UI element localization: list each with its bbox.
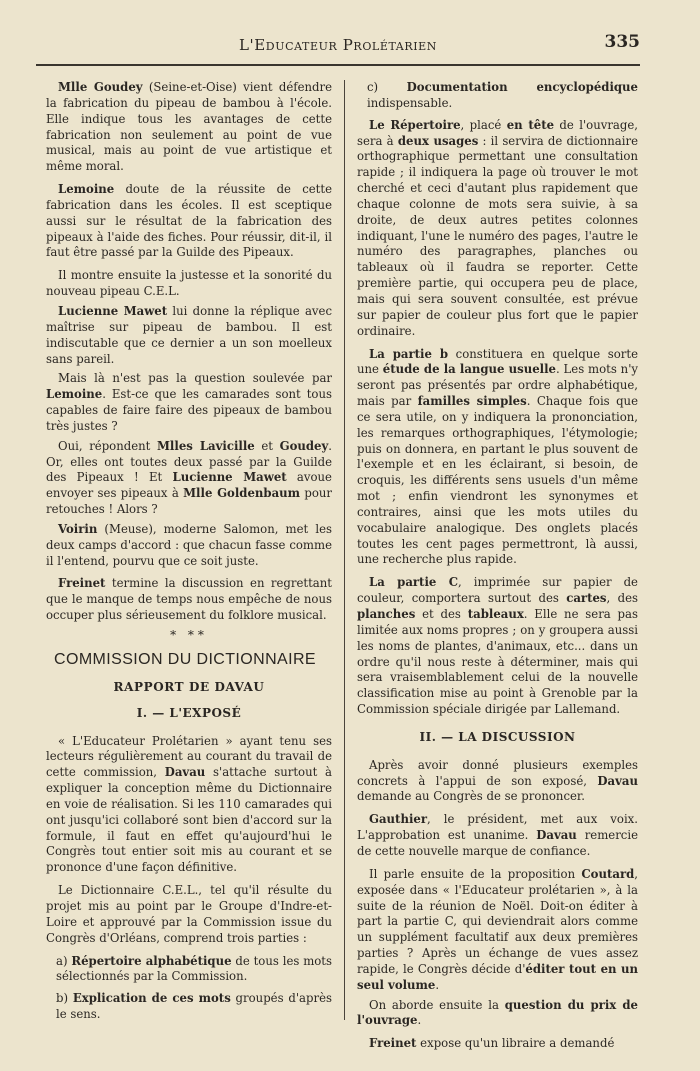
term: question du prix de l'ouvrage xyxy=(357,997,638,1028)
running-header xyxy=(36,30,640,66)
part-heading: II. — LA DISCUSSION xyxy=(419,729,576,744)
section-separator-stars: * ** xyxy=(170,628,208,642)
paragraph-text: termine la discussion en regrettant que le manque de temps nous empêche de nous occuper plus sérieusement du folklore musical. xyxy=(46,576,332,623)
paragraph-text: « L'Educateur Prolétarien » ayant tenu ses lecteurs régulièrement au courant du travail de cette commission, xyxy=(46,733,332,780)
term: cartes xyxy=(566,591,607,606)
paragraph-text: constituera en quelque sorte une xyxy=(357,346,638,377)
paragraph-text: de l'ouvrage, sera à xyxy=(357,117,638,148)
paragraph-text: avoue envoyer ses pipeaux à xyxy=(46,470,332,501)
speaker-name: Lemoine xyxy=(58,182,115,197)
term: Documentation encyclopédique xyxy=(406,80,638,94)
speaker-name: Coutard xyxy=(581,866,635,881)
speaker-name: Freinet xyxy=(58,576,106,591)
report-title: RAPPORT DE DAVAU xyxy=(113,679,265,694)
paragraph-text: . xyxy=(435,977,440,992)
term: deux usages xyxy=(397,133,479,148)
paragraph-text: de tous les mots sélectionnés par la Commission. xyxy=(56,953,333,984)
paragraph-text: Oui, répondent xyxy=(58,438,157,453)
paragraph-text: demande au Congrès de se prononcer. xyxy=(357,789,585,804)
paragraph-text: , placé xyxy=(460,117,507,132)
paragraph-text: Après avoir donné plusieurs exemples concrets à l'appui de son exposé, xyxy=(357,757,638,788)
paragraph xyxy=(357,867,638,994)
speaker-name: Davau xyxy=(597,773,638,788)
paragraph xyxy=(357,812,638,860)
paragraph-text: (Seine-et-Oise) vient défendre la fabrication du pipeau de bambou à l'école. Elle indique tous les avantages de cette fabrication non seulement au point de vue musical, mais au point de vue artistique et même moral. xyxy=(46,80,332,174)
list-marker: a) xyxy=(56,953,72,968)
paragraph-text: lui donne la réplique avec maîtrise sur pipeau de bambou. Il est indiscutable que ce dernier a un son moelleux sans pareil. xyxy=(46,303,332,366)
column-divider xyxy=(344,80,345,1020)
term: étude de la langue usuelle xyxy=(382,362,556,377)
paragraph xyxy=(357,1036,638,1052)
term: La partie C xyxy=(369,575,458,590)
term: Explication de ces mots xyxy=(72,991,231,1006)
speaker-name: Freinet xyxy=(369,1036,417,1051)
paragraph-text: On aborde ensuite la xyxy=(369,997,505,1012)
paragraph xyxy=(46,182,332,261)
speaker-name: Mlle Goldenbaum xyxy=(183,486,301,501)
paragraph xyxy=(46,734,332,877)
term: La partie b xyxy=(369,346,449,361)
list-item xyxy=(357,80,638,112)
term: Le Répertoire xyxy=(369,117,461,132)
section-title: COMMISSION DU DICTIONNAIRE xyxy=(54,651,316,668)
paragraph: Il montre ensuite la justesse et la sonorité du nouveau pipeau C.E.L. xyxy=(46,268,332,299)
paragraph xyxy=(357,118,638,340)
paragraph xyxy=(46,80,332,175)
paragraph-text: pour retouches ! Alors ? xyxy=(46,486,332,517)
paragraph xyxy=(46,522,332,570)
page-number: 335 xyxy=(604,32,640,52)
paragraph xyxy=(46,371,332,434)
term: éditer tout en un seul volume xyxy=(357,961,638,992)
paragraph-text: , le président, met aux voix. L'approbation est unanime. xyxy=(357,812,638,843)
journal-title: L'Educateur Prolétarien xyxy=(238,36,438,54)
paragraph-text: groupés d'après le sens. xyxy=(56,991,332,1022)
speaker-name: Lucienne Mawet xyxy=(58,303,168,318)
speaker-name: Lucienne Mawet xyxy=(172,470,287,485)
paragraph-text: . Est-ce que les camarades sont tous capables de faire faire des pipeaux de bambou très justes ? xyxy=(46,387,332,433)
speaker-name: Mlles Lavicille xyxy=(157,438,255,453)
paragraph-text: remercie de cette nouvelle marque de confiance. xyxy=(357,828,638,858)
term: tableaux xyxy=(467,607,524,621)
paragraph-text: . Elle ne sera pas limitée aux noms propres ; on y groupera aussi les noms de plantes, d'animaux, etc... dans un ordre qu'il nous reste à déterminer, mais qui sera vraisemblablement celui de la nouvelle classification mise au point à Grenoble par la Commission spéciale dirigée par Lallemand. xyxy=(357,607,638,717)
paragraph xyxy=(357,347,638,569)
term: familles simples xyxy=(417,394,527,409)
term: en tête xyxy=(506,117,555,132)
speaker-name: Davau xyxy=(164,765,206,780)
paragraph xyxy=(357,758,638,806)
speaker-name: Goudey xyxy=(279,438,329,453)
paragraph-text: (Meuse), moderne Salomon, met les deux camps d'accord : que chacun fasse comme il l'entend, pourvu que ce soit juste. xyxy=(46,521,332,568)
paragraph-text: et xyxy=(254,438,280,453)
list-marker: c) xyxy=(367,80,407,94)
left-column xyxy=(46,80,332,1029)
speaker-name: Gauthier xyxy=(369,812,427,827)
paragraph-text: . xyxy=(417,1013,422,1028)
list-marker: b) xyxy=(56,991,73,1006)
speaker-name: Lemoine xyxy=(46,387,103,402)
paragraph-text: et des xyxy=(415,607,468,621)
speaker-name: Mlle Goudey xyxy=(58,80,143,94)
paragraph-text: Il parle ensuite de la proposition xyxy=(369,866,582,881)
paragraph-text: . Les mots n'y seront pas présentés par ordre alphabétique, mais par xyxy=(357,362,639,409)
paragraph xyxy=(46,304,332,367)
list-item xyxy=(46,954,332,986)
paragraph xyxy=(357,998,638,1030)
paragraph-text: , imprimée sur papier de couleur, comportera surtout des xyxy=(357,575,638,606)
term: Répertoire alphabétique xyxy=(71,953,232,968)
paragraph: Le Dictionnaire C.E.L., tel qu'il résulte du projet mis au point par le Groupe d'Indre-et-Loire et approuvé par la Commission issue du Congrès d'Orléans, comprend trois parties : xyxy=(46,883,332,945)
paragraph-text: . Or, elles ont toutes deux passé par la Guilde des Pipeaux ! Et xyxy=(46,438,332,485)
paragraph-text: , des xyxy=(606,591,638,606)
speaker-name: Voirin xyxy=(58,521,98,536)
paragraph-text: doute de la réussite de cette fabrication dans les écoles. Il est sceptique aussi sur le résultat de la fabrication des pipeaux à l'aide des fiches. Pour réussir, dit-il, il faut être passé par la Guilde des Pipeaux. xyxy=(46,182,332,260)
paragraph-text: indispensable. xyxy=(367,95,453,110)
paragraph-text: , exposée dans « l'Educateur prolétarien », à la suite de la réunion de Noël. Doit-on éditer à part la partie C, qui deviendrait alors comme un supplément facultatif aux deux premières parties ? Après un échange de vues assez rapide, le Congrès décide d' xyxy=(357,866,638,976)
right-column xyxy=(357,80,638,1059)
paragraph-text: . Chaque fois que ce sera utile, on y indiquera la prononciation, les remarques orthographiques, l'étymologie; puis on donnera, en partant le plus souvent de l'exemple et en les éclairant, si besoin, de croquis, les différents sens usuels d'un même mot ; enfin viendront les synonymes et contraires, ainsi que les mots utiles du vocabulaire analogique. Des onglets placés toutes les cent pages permettront, là aussi, une recherche plus rapide. xyxy=(357,394,638,567)
list-item xyxy=(46,991,332,1023)
part-heading: I. — L'EXPOSÉ xyxy=(136,705,242,720)
paragraph xyxy=(357,575,638,718)
paragraph-text: expose qu'un libraire a demandé xyxy=(416,1036,615,1051)
paragraph-text: s'attache surtout à expliquer la conception même du Dictionnaire en voie de réalisation. Si les 110 camarades qui ont jusqu'ici collaboré sont bien d'accord sur la formule, il faut en effet qu'aujourd'hui le Congrès tout entier soit mis au courant et se prononce d'une façon définitive. xyxy=(46,765,332,875)
paragraph-text: Mais là n'est pas la question soulevée par xyxy=(58,371,332,386)
paragraph xyxy=(46,576,332,624)
speaker-name: Davau xyxy=(536,828,577,843)
paragraph-text: : il servira de dictionnaire orthographique permettant une consultation rapide ; il indiquera la page où trouver le mot cherché et ceci d'autant plus rapidement que chaque colonne de mots sera suivie, à sa droite, de deux autres petites colonnes indiquant, l'une le numéro des pages, l'autre le numéro des paragraphes, planches ou tableaux où il faudra se reporter. Cette première partie, qui occupera peu de place, mais qui sera souvent consultée, est prévue sur papier de couleur plus fort que le papier ordinaire. xyxy=(357,133,638,338)
term: planches xyxy=(357,607,416,621)
paragraph xyxy=(46,439,332,518)
